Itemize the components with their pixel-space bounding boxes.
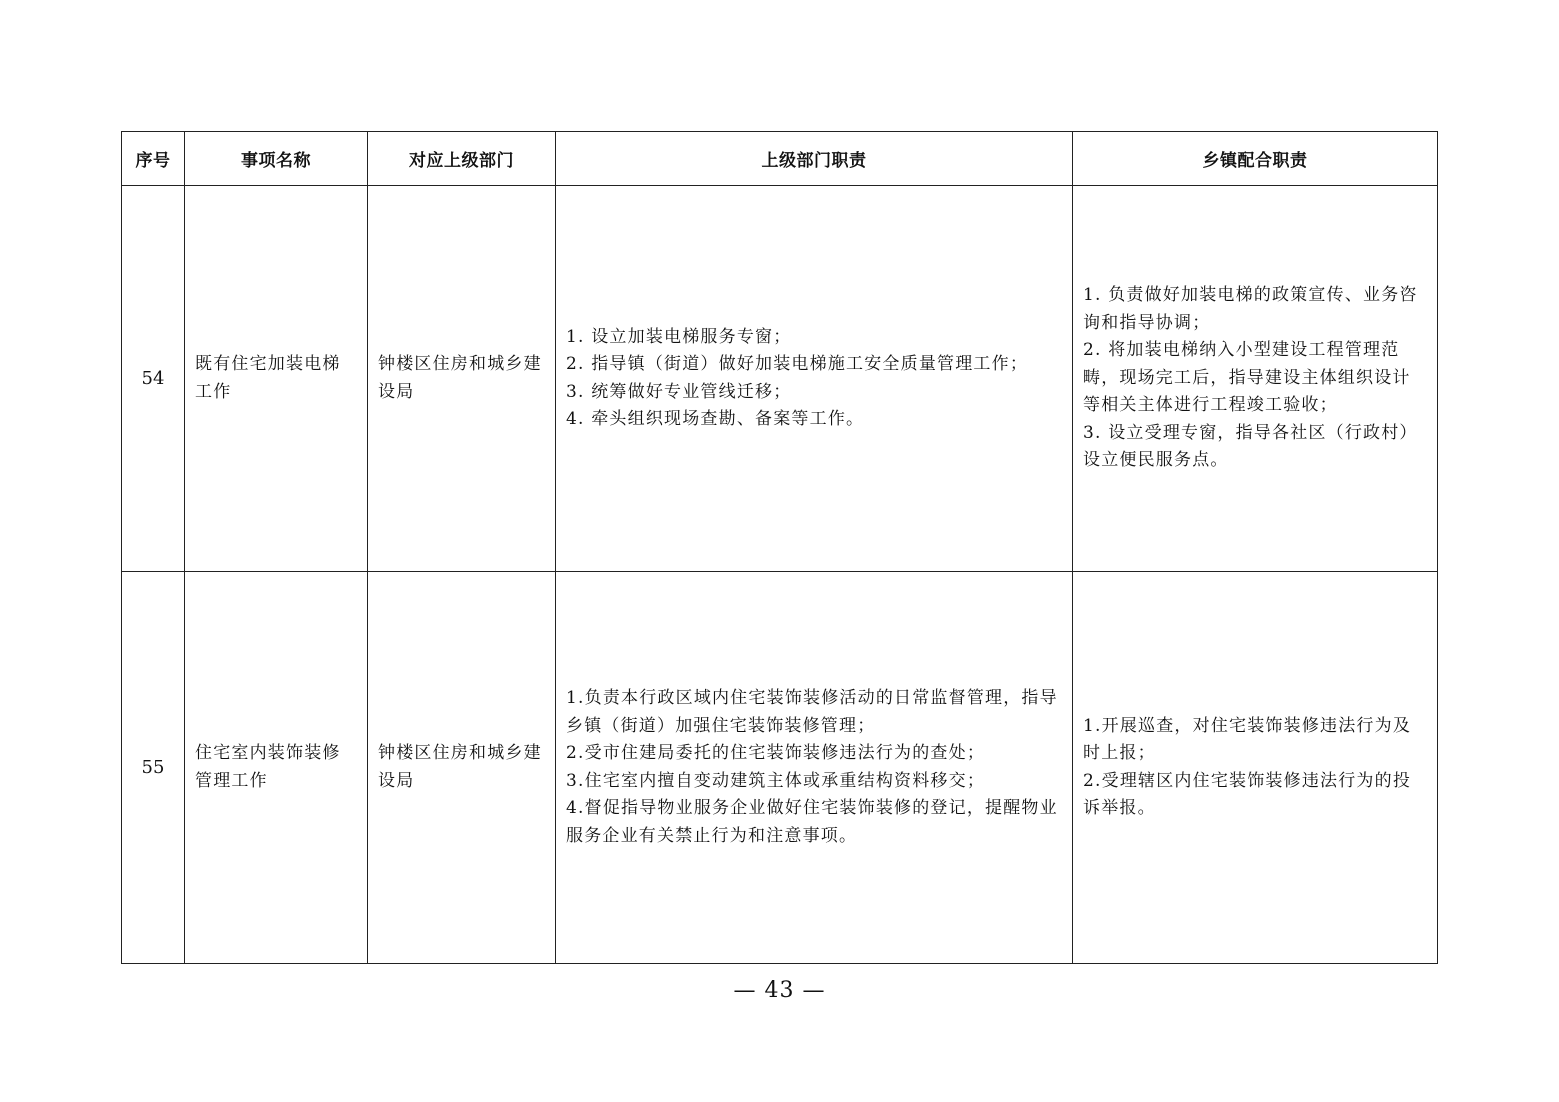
dept-duty-item: 1. 设立加装电梯服务专窗； (566, 326, 792, 347)
town-duty-list (1083, 282, 1427, 475)
item-name: 既有住宅加装电梯工作 (185, 186, 368, 572)
town-duty-list (1083, 713, 1427, 823)
town-duty-cell (1073, 186, 1438, 572)
header-dept: 对应上级部门 (368, 132, 556, 186)
dept-duty-item: 4.督促指导物业服务企业做好住宅装饰装修的登记，提醒物业服务企业有关禁止行为和注意事项。 (566, 798, 1058, 846)
dept-duty-item: 1.负责本行政区域内住宅装饰装修活动的日常监督管理，指导乡镇（街道）加强住宅装饰装修管理； (566, 688, 1058, 736)
town-duty-item: 3. 设立受理专窗，指导各社区（行政村）设立便民服务点。 (1083, 422, 1418, 471)
dept-duty-list (566, 324, 1062, 434)
dept-duty-item: 4. 牵头组织现场查勘、备案等工作。 (566, 409, 865, 429)
dept-duty-item: 3. 统筹做好专业管线迁移； (566, 381, 792, 402)
dept-duty-item: 2.受市住建局委托的住宅装饰装修违法行为的查处； (566, 743, 986, 763)
duty-table (121, 131, 1438, 964)
row-number: 55 (122, 572, 185, 964)
page-number: — 43 — (733, 978, 826, 1003)
header-dept-duty: 上级部门职责 (556, 132, 1073, 186)
town-duty-item: 1.开展巡查，对住宅装饰装修违法行为及时上报； (1083, 715, 1412, 763)
table-row (122, 572, 1438, 964)
dept-name: 钟楼区住房和城乡建设局 (368, 186, 556, 572)
dept-name: 钟楼区住房和城乡建设局 (368, 572, 556, 964)
town-duty-item: 1. 负责做好加装电梯的政策宣传、业务咨询和指导协调； (1083, 285, 1418, 333)
item-name: 住宅室内装饰装修管理工作 (185, 572, 368, 964)
dept-duty-list (566, 685, 1062, 850)
header-no: 序号 (122, 132, 185, 186)
header-item-name: 事项名称 (185, 132, 368, 186)
row-number: 54 (122, 186, 185, 572)
town-duty-item: 2.受理辖区内住宅装饰装修违法行为的投诉举报。 (1083, 770, 1412, 818)
dept-duty-item: 2. 指导镇（街道）做好加装电梯施工安全质量管理工作； (566, 354, 1029, 374)
town-duty-item: 2. 将加装电梯纳入小型建设工程管理范畴，现场完工后，指导建设主体组织设计等相关主体进行工程竣工验收； (1083, 340, 1411, 416)
header-town-duty: 乡镇配合职责 (1073, 132, 1438, 186)
header-row (122, 132, 1438, 186)
dept-duty-cell (556, 186, 1073, 572)
dept-duty-item: 3.住宅室内擅自变动建筑主体或承重结构资料移交； (566, 770, 986, 791)
table-row (122, 186, 1438, 572)
dept-duty-cell (556, 572, 1073, 964)
town-duty-cell (1073, 572, 1438, 964)
